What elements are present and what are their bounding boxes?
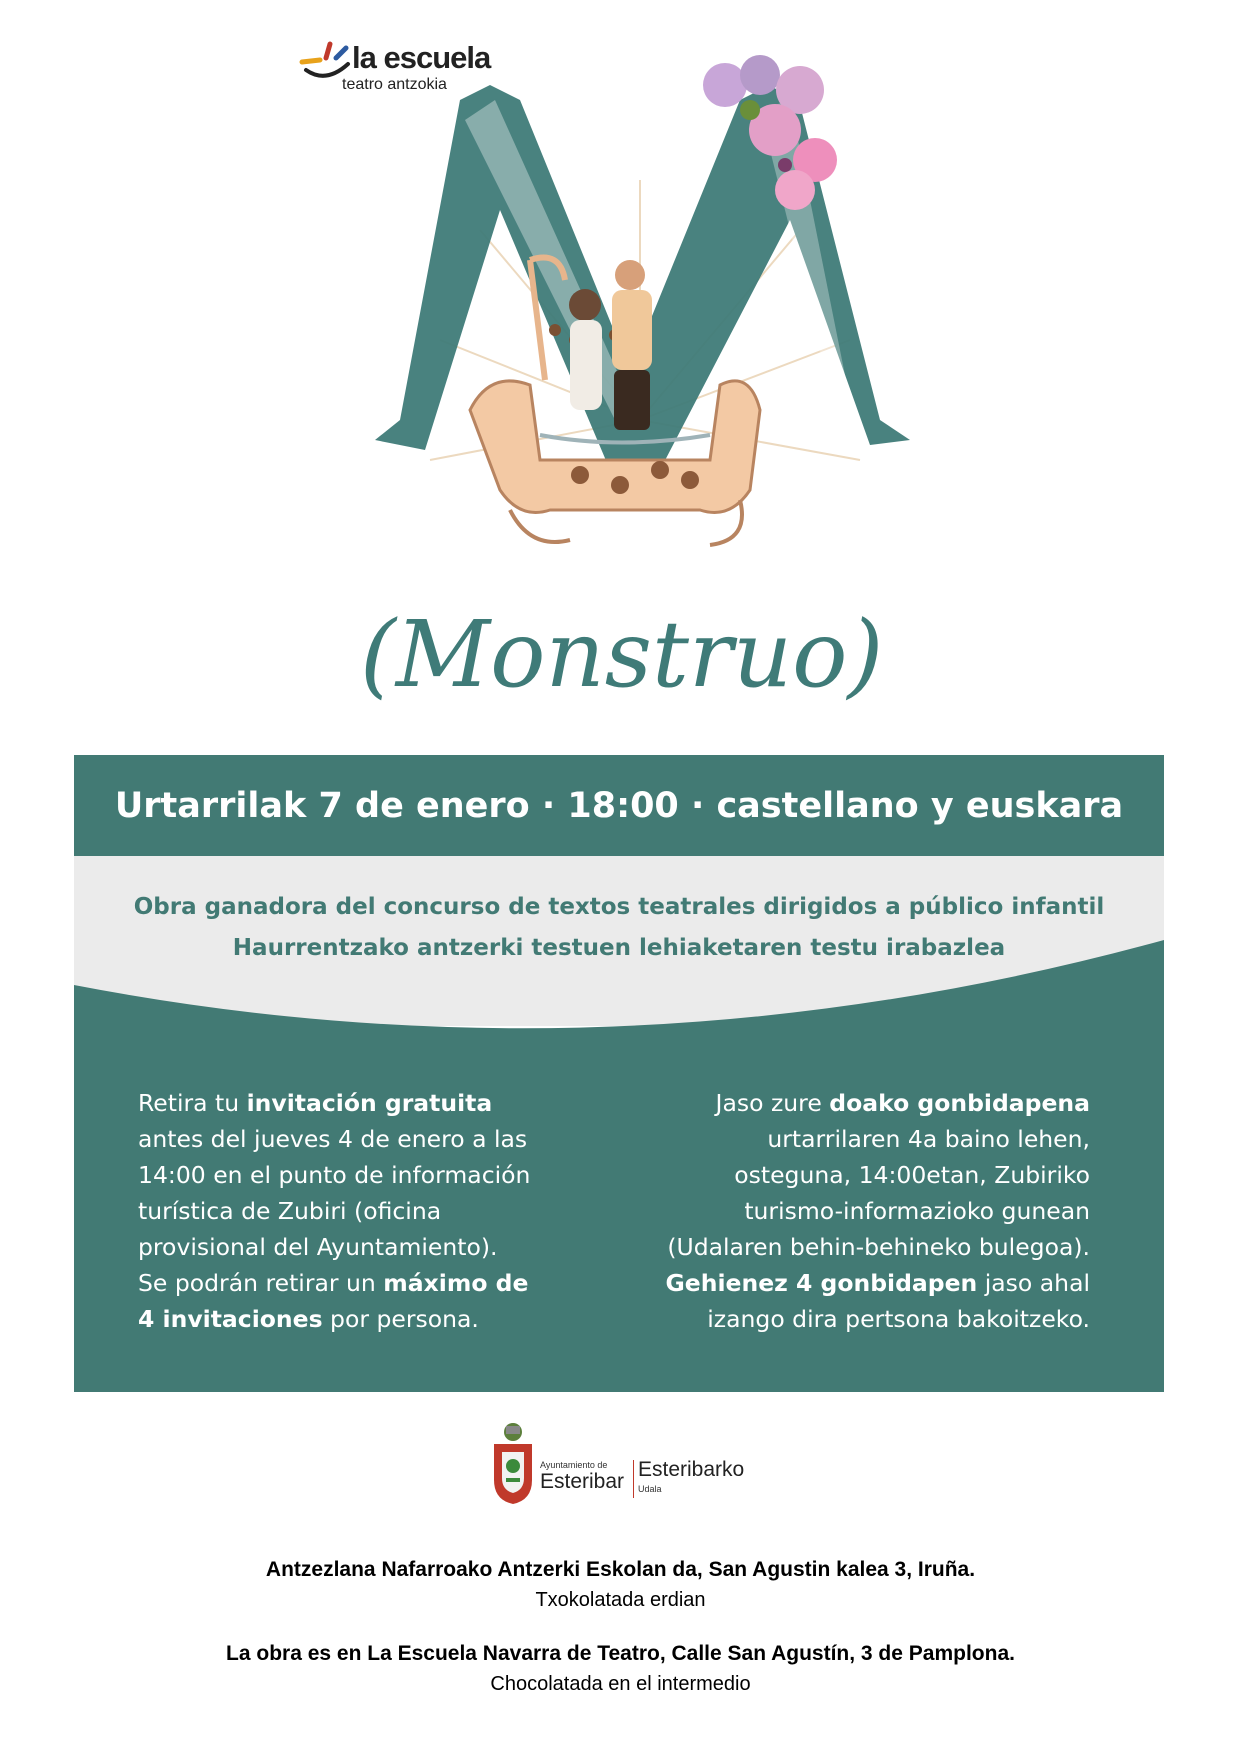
municipality-prefix: Ayuntamiento de xyxy=(540,1460,608,1470)
subtitle-spanish: Obra ganadora del concurso de textos teatrales dirigidos a público infantil xyxy=(133,894,1105,920)
info-es-line: 4 invitaciones por persona. xyxy=(138,1305,479,1333)
info-eu-line: Jaso zure doako gonbidapena xyxy=(715,1089,1090,1117)
info-eu-line: (Udalaren behin-behineko bulegoa). xyxy=(667,1233,1090,1261)
municipality-udala: Udala xyxy=(638,1484,662,1494)
municipality-logo xyxy=(490,1418,760,1508)
venue-spanish: La obra es en La Escuela Navarra de Teatro, Calle San Agustín, 3 de Pamplona. xyxy=(226,1642,1015,1665)
info-es-line: 14:00 en el punto de información xyxy=(138,1161,531,1189)
info-es-line: antes del jueves 4 de enero a las xyxy=(138,1125,528,1153)
municipality-separator xyxy=(633,1460,634,1498)
coat-of-arms-icon xyxy=(490,1418,536,1506)
municipality-name: Esteribar xyxy=(540,1470,625,1493)
info-es-line: Se podrán retirar un máximo de xyxy=(138,1269,529,1297)
info-eu-line: urtarrilaren 4a baino lehen, xyxy=(767,1125,1090,1153)
subtitle-basque: Haurrentzako antzerki testuen lehiaketaren testu irabazlea xyxy=(232,935,1006,961)
info-eu-line: turismo-informazioko gunean xyxy=(744,1197,1090,1225)
info-eu-line: Gehienez 4 gonbidapen jaso ahal xyxy=(665,1269,1090,1297)
info-spanish xyxy=(138,1085,578,1337)
info-eu-line: izango dira pertsona bakoitzeko. xyxy=(707,1305,1090,1333)
logo-subtitle: teatro antzokia xyxy=(342,76,447,93)
note-basque: Txokolatada erdian xyxy=(535,1589,706,1611)
date-banner-text: Urtarrilak 7 de enero · 18:00 · castellano y euskara xyxy=(114,785,1124,826)
info-basque xyxy=(650,1085,1090,1337)
info-eu-line: osteguna, 14:00etan, Zubiriko xyxy=(734,1161,1090,1189)
municipality-name-basque: Esteribarko xyxy=(638,1458,745,1481)
info-es-line: Retira tu invitación gratuita xyxy=(138,1089,493,1117)
info-es-line: provisional del Ayuntamiento). xyxy=(138,1233,498,1261)
hero-illustration xyxy=(330,40,950,660)
logo-name: la escuela xyxy=(352,40,491,75)
play-title: (Monstruo) xyxy=(360,601,884,708)
venue-basque: Antzezlana Nafarroako Antzerki Eskolan da, San Agustin kalea 3, Iruña. xyxy=(265,1558,976,1581)
info-es-line: turística de Zubiri (oficina xyxy=(138,1197,442,1225)
note-spanish: Chocolatada en el intermedio xyxy=(490,1673,751,1695)
